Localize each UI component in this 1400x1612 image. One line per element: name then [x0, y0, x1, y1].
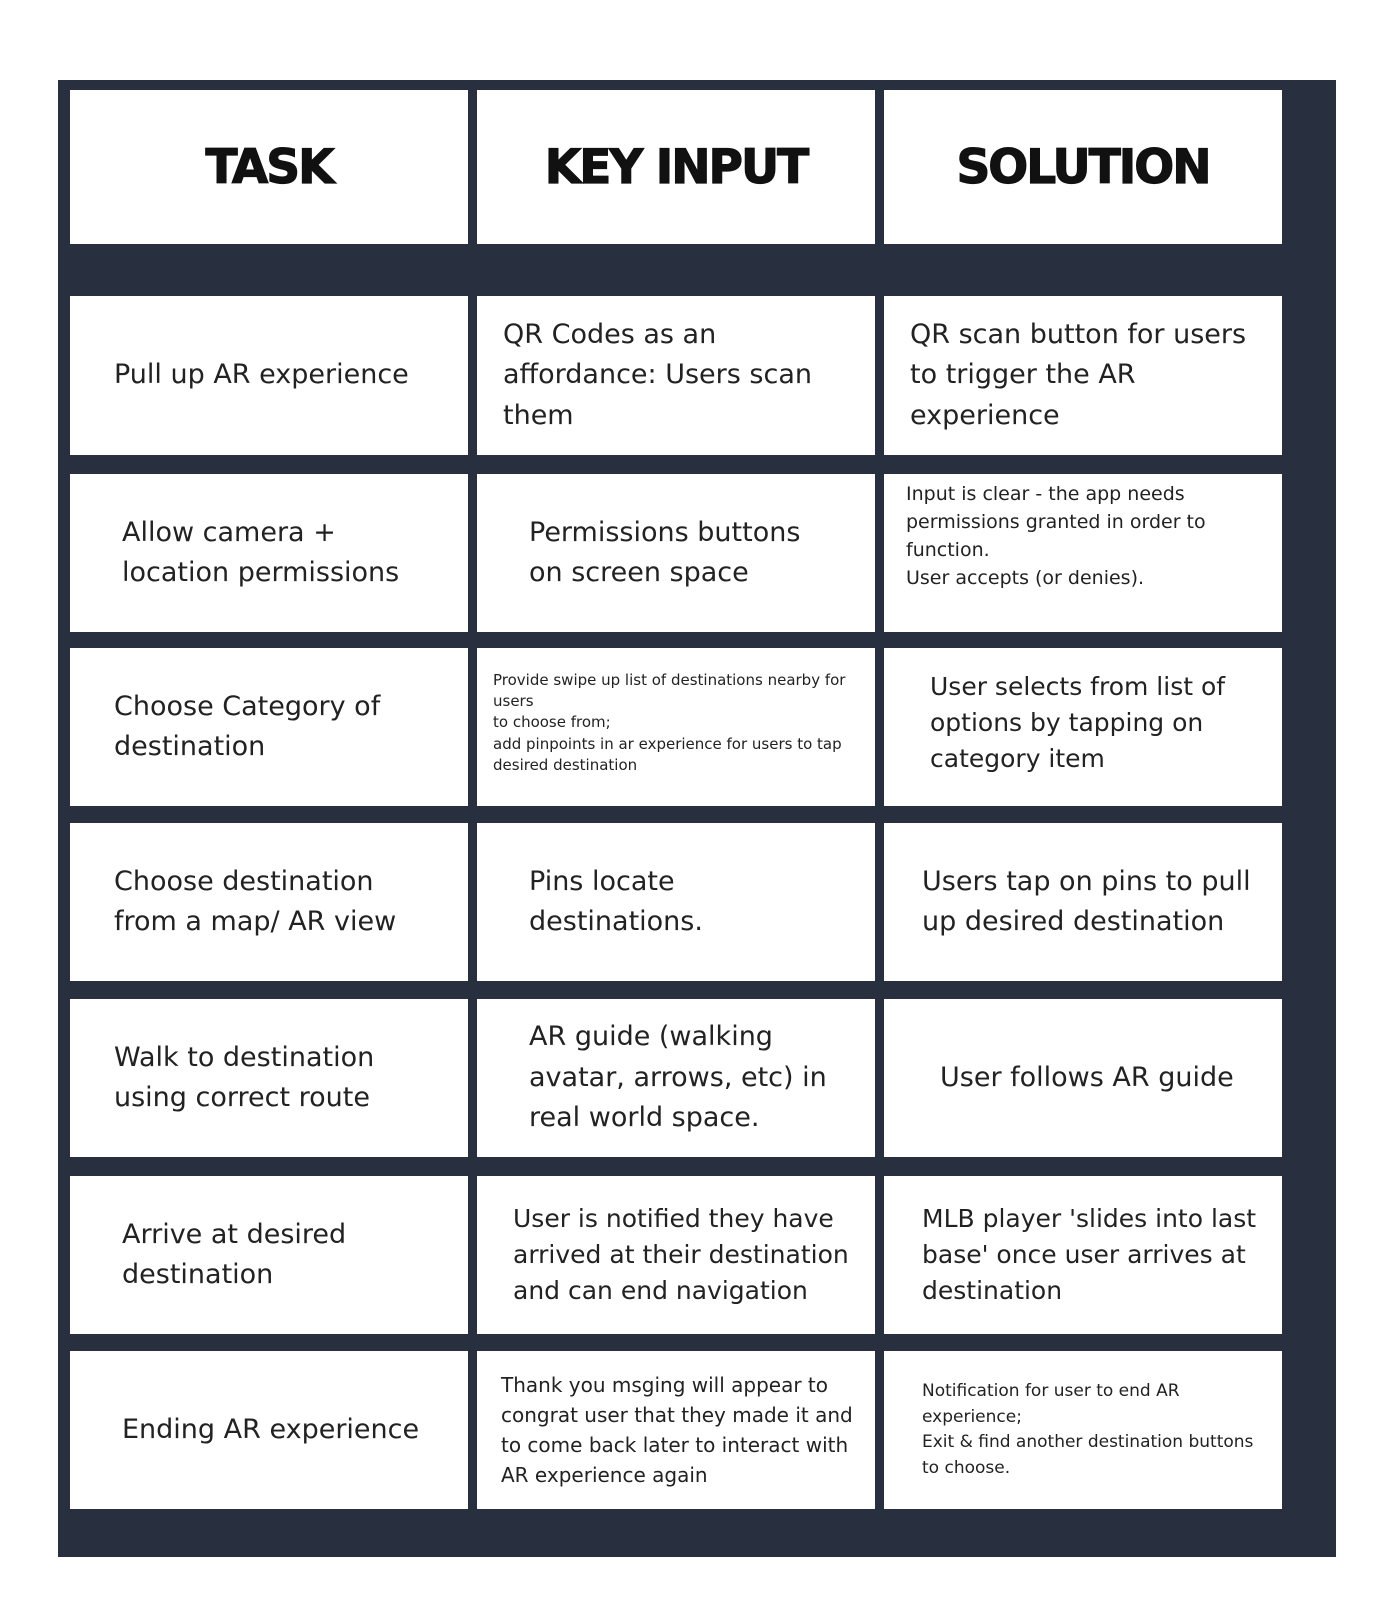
- task-text: Arrive at desired destination: [122, 1218, 347, 1290]
- solution-text: User selects from list of options by tapping on category item: [930, 671, 1226, 774]
- table-row-5-task: [70, 999, 468, 1157]
- table-row-1-task: [70, 296, 468, 455]
- table-row-7-solution: [884, 1351, 1282, 1509]
- table-row-1-key-input: [477, 296, 875, 455]
- header-solution: SOLUTION: [956, 139, 1210, 195]
- table-row-6-task: [70, 1176, 468, 1334]
- task-text: Choose destination from a map/ AR view: [114, 865, 397, 937]
- table-row-7-key-input: [477, 1351, 875, 1509]
- table-row-5-key-input: [477, 999, 875, 1157]
- table-row-1-solution: [884, 296, 1282, 455]
- key-input-text: Permissions buttons on screen space: [529, 516, 801, 588]
- task-text: Ending AR experience: [122, 1413, 420, 1445]
- table-row-4-solution: [884, 823, 1282, 981]
- solution-text: Users tap on pins to pull up desired destination: [922, 865, 1251, 937]
- table-row-5-solution: [884, 999, 1282, 1157]
- key-input-text: User is notified they have arrived at their destination and can end navigation: [513, 1203, 849, 1306]
- task-text: Pull up AR experience: [114, 359, 409, 391]
- table-row-4-task: [70, 823, 468, 981]
- solution-text: User follows AR guide: [940, 1061, 1234, 1093]
- header-key-input: KEY INPUT: [544, 139, 808, 195]
- task-text: Walk to destination using correct route: [114, 1041, 375, 1113]
- header-cell-task: [70, 90, 468, 244]
- task-text: Allow camera + location permissions: [122, 516, 400, 588]
- key-input-text: AR guide (walking avatar, arrows, etc) in real world space.: [529, 1021, 827, 1134]
- table-row-6-key-input: [477, 1176, 875, 1334]
- table-row-3-solution: [884, 648, 1282, 806]
- solution-text: Notification for user to end AR experience; Exit & find another destination buttons to choose.: [922, 1381, 1254, 1478]
- key-input-text: Thank you msging will appear to congrat user that they made it and to come back later to interact with AR experience again: [501, 1373, 853, 1487]
- table-row-4-key-input: [477, 823, 875, 981]
- key-input-text: Provide swipe up list of destinations nearby for users to choose from; add pinpoints in ar experience for users to tap desired destination: [493, 670, 846, 774]
- table-row-3-key-input: [477, 648, 875, 806]
- solution-text: QR scan button for users to trigger the AR experience: [910, 318, 1247, 431]
- table-row-3-task: [70, 648, 468, 806]
- table-row-2-solution: [884, 474, 1282, 632]
- solution-text: Input is clear - the app needs permissions granted in order to function. User accepts (or denies).: [906, 482, 1206, 590]
- header-cell-key-input: [477, 90, 875, 244]
- solution-text: MLB player 'slides into last base' once user arrives at destination: [922, 1203, 1257, 1306]
- table-row-2-task: [70, 474, 468, 632]
- table-row-6-solution: [884, 1176, 1282, 1334]
- header-task: TASK: [205, 139, 333, 195]
- header-cell-solution: [884, 90, 1282, 244]
- table-row-2-key-input: [477, 474, 875, 632]
- task-text: Choose Category of destination: [114, 690, 381, 762]
- key-input-text: Pins locate destinations.: [529, 865, 703, 937]
- key-input-text: QR Codes as an affordance: Users scan them: [503, 318, 812, 431]
- table-row-7-task: [70, 1351, 468, 1509]
